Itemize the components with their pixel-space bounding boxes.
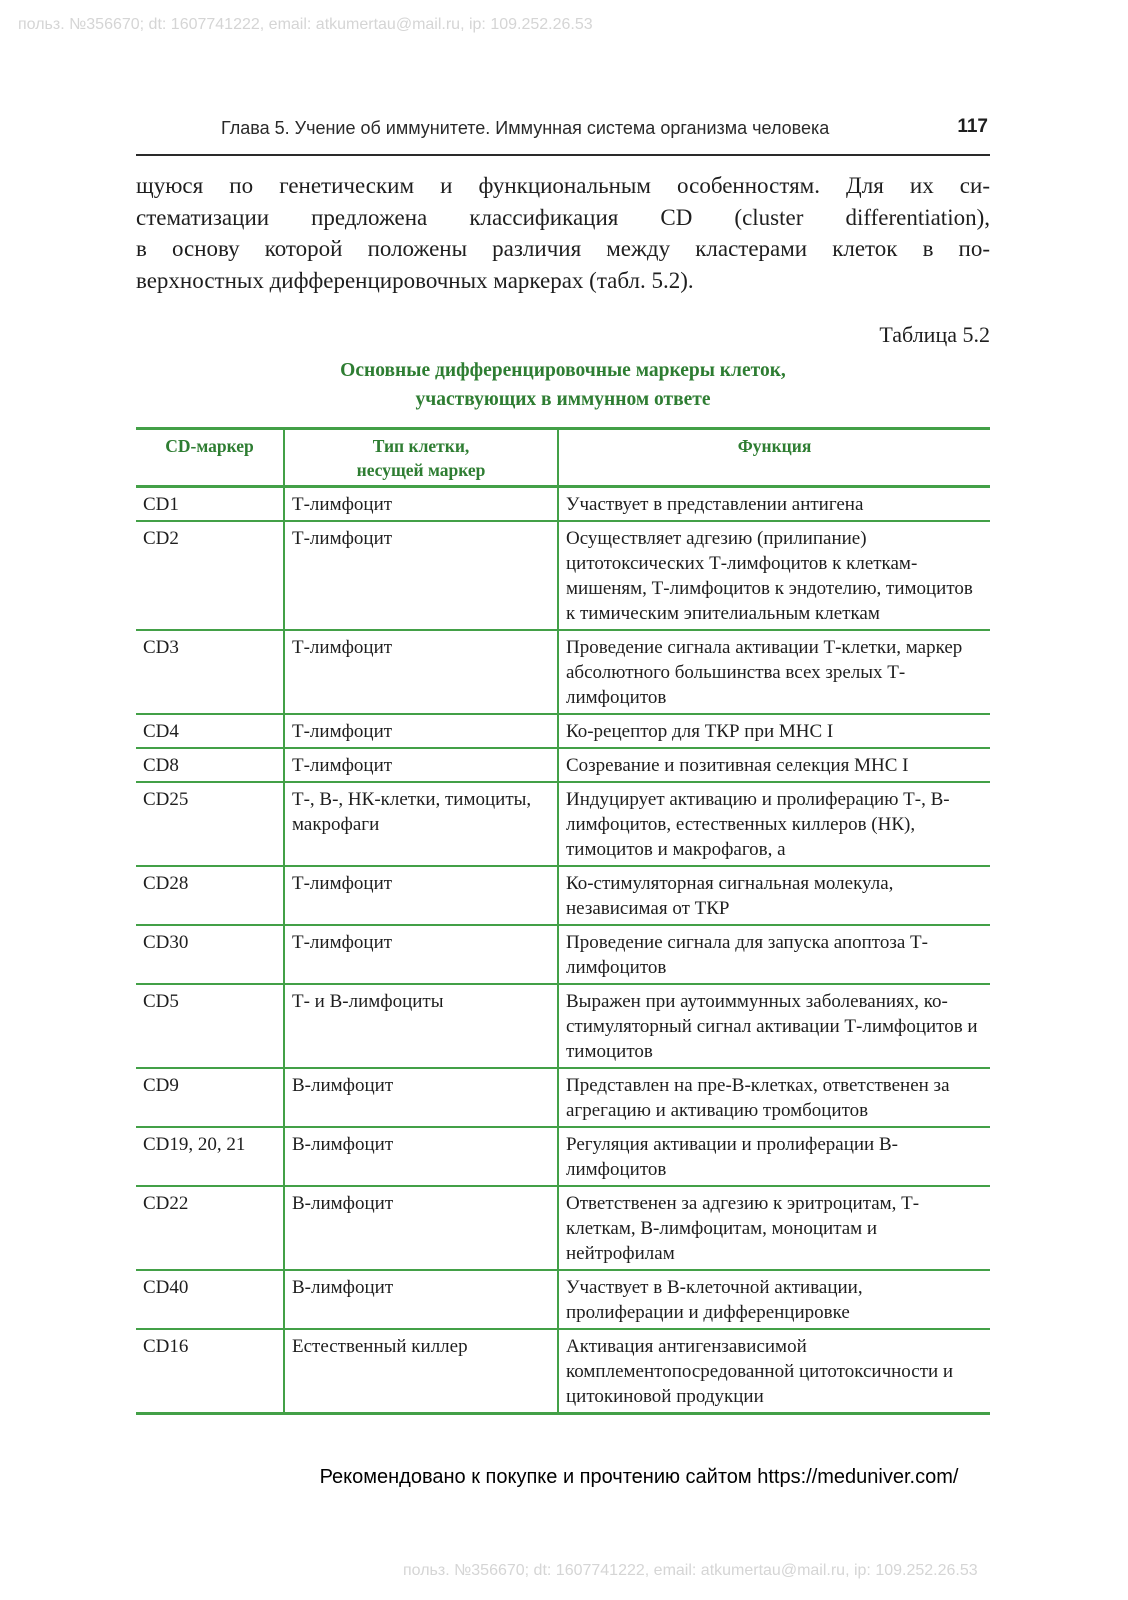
header-cell-type (284, 429, 558, 487)
cell-type-cell: В-лимфоцит (284, 1270, 558, 1329)
table-row (136, 782, 990, 866)
cell-type-cell: Т-, В-, НК-клетки, тимоциты, макрофаги (284, 782, 558, 866)
table-title-line: участвующих в иммунном ответе (415, 389, 711, 410)
cell-type-cell: В-лимфоцит (284, 1127, 558, 1186)
cd-marker-cell: CD1 (136, 487, 284, 522)
function-cell: Проведение сигнала активации Т-клетки, маркер абсолютного большинства всех зрелых Т-лимфоцитов (558, 630, 990, 714)
cd-marker-cell: CD4 (136, 714, 284, 748)
header-cell-type-line1: Тип клетки, (372, 436, 470, 456)
table-row (136, 984, 990, 1068)
table-title-line: Основные дифференцировочные маркеры клеток, (340, 360, 786, 381)
header-cell-type-line2: несущей маркер (356, 460, 486, 480)
table-row (136, 748, 990, 782)
table-row (136, 521, 990, 630)
cd-marker-cell: CD2 (136, 521, 284, 630)
table-label: Таблица 5.2 (879, 322, 990, 347)
function-cell: Участвует в представлении антигена (558, 487, 990, 522)
cell-type-cell: Т-лимфоцит (284, 630, 558, 714)
cell-type-cell: Естественный киллер (284, 1329, 558, 1414)
function-cell: Выражен при аутоиммунных заболеваниях, ко-стимуляторный сигнал активации Т-лимфоцитов и тимоцитов (558, 984, 990, 1068)
table-row (136, 866, 990, 925)
function-cell: Ко-рецептор для ТКР при MHC I (558, 714, 990, 748)
body-paragraph (136, 170, 990, 296)
cell-type-cell: Т-лимфоцит (284, 866, 558, 925)
function-cell: Участвует в В-клеточной активации, пролиферации и дифференцировке (558, 1270, 990, 1329)
table-row (136, 1329, 990, 1414)
body-line: в основу которой положены различия между кластерами клеток в по- (136, 236, 990, 261)
cell-type-cell: Т-лимфоцит (284, 521, 558, 630)
body-line: щуюся по генетическим и функциональным особенностям. Для их си- (136, 173, 990, 198)
function-cell: Индуцирует активацию и пролиферацию Т-, В-лимфоцитов, естественных киллеров (НК), тимоцитов и макрофагов, а (558, 782, 990, 866)
cd-marker-cell: CD19, 20, 21 (136, 1127, 284, 1186)
table-row (136, 925, 990, 984)
table-row (136, 714, 990, 748)
function-cell: Ко-стимуляторная сигнальная молекула, независимая от ТКР (558, 866, 990, 925)
watermark-top: польз. №356670; dt: 1607741222, email: atkumertau@mail.ru, ip: 109.252.26.53 (18, 16, 593, 33)
function-cell: Представлен на пре-В-клетках, ответственен за агрегацию и активацию тромбоцитов (558, 1068, 990, 1127)
cd-marker-cell: CD22 (136, 1186, 284, 1270)
cd-marker-cell: CD16 (136, 1329, 284, 1414)
table-row (136, 487, 990, 522)
function-cell: Ответственен за адгезию к эритроцитам, Т-клеткам, В-лимфоцитам, моноцитам и нейтрофилам (558, 1186, 990, 1270)
body-line: верхностных дифференцировочных маркерах (табл. 5.2). (136, 267, 694, 293)
table-row (136, 1186, 990, 1270)
cd-marker-cell: CD30 (136, 925, 284, 984)
cd-marker-cell: CD9 (136, 1068, 284, 1127)
cell-type-cell: В-лимфоцит (284, 1186, 558, 1270)
table-title (136, 356, 990, 414)
cell-type-cell: Т-лимфоцит (284, 748, 558, 782)
table-row (136, 630, 990, 714)
cell-type-cell: Т-лимфоцит (284, 487, 558, 522)
header-cd-marker: CD-маркер (136, 429, 284, 487)
cell-type-cell: Т-лимфоцит (284, 714, 558, 748)
function-cell: Активация антигензависимой комплементопосредованной цитотоксичности и цитокиновой продукции (558, 1329, 990, 1414)
cd-marker-cell: CD40 (136, 1270, 284, 1329)
table-row (136, 1270, 990, 1329)
cd-marker-cell: CD5 (136, 984, 284, 1068)
running-header (136, 114, 990, 156)
cell-type-cell: Т- и В-лимфоциты (284, 984, 558, 1068)
function-cell: Регуляция активации и пролиферации В-лимфоцитов (558, 1127, 990, 1186)
header-function: Функция (558, 429, 990, 487)
cd-marker-cell: CD8 (136, 748, 284, 782)
table-row (136, 1127, 990, 1186)
watermark-bottom: польз. №356670; dt: 1607741222, email: atkumertau@mail.ru, ip: 109.252.26.53 (403, 1562, 978, 1579)
recommendation-link[interactable]: Рекомендовано к покупке и прочтению сайтом https://meduniver.com/ (319, 1466, 959, 1488)
table-header-row (136, 429, 990, 487)
cd-markers-table (136, 427, 990, 1415)
cell-type-cell: В-лимфоцит (284, 1068, 558, 1127)
running-title: Глава 5. Учение об иммунитете. Иммунная система организма человека (221, 118, 830, 138)
cd-marker-cell: CD3 (136, 630, 284, 714)
cd-marker-cell: CD25 (136, 782, 284, 866)
table-row (136, 1068, 990, 1127)
cell-type-cell: Т-лимфоцит (284, 925, 558, 984)
function-cell: Осуществляет адгезию (прилипание) цитотоксических Т-лимфоцитов к клеткам-мишеням, Т-лимфоцитов к эндотелию, тимоцитов к тимическим эпителиальным клеткам (558, 521, 990, 630)
cd-marker-cell: CD28 (136, 866, 284, 925)
function-cell: Созревание и позитивная селекция MHC I (558, 748, 990, 782)
body-line: стематизации предложена классификация CD (cluster differentiation), (136, 204, 990, 230)
function-cell: Проведение сигнала для запуска апоптоза Т-лимфоцитов (558, 925, 990, 984)
page-number: 117 (957, 116, 988, 137)
